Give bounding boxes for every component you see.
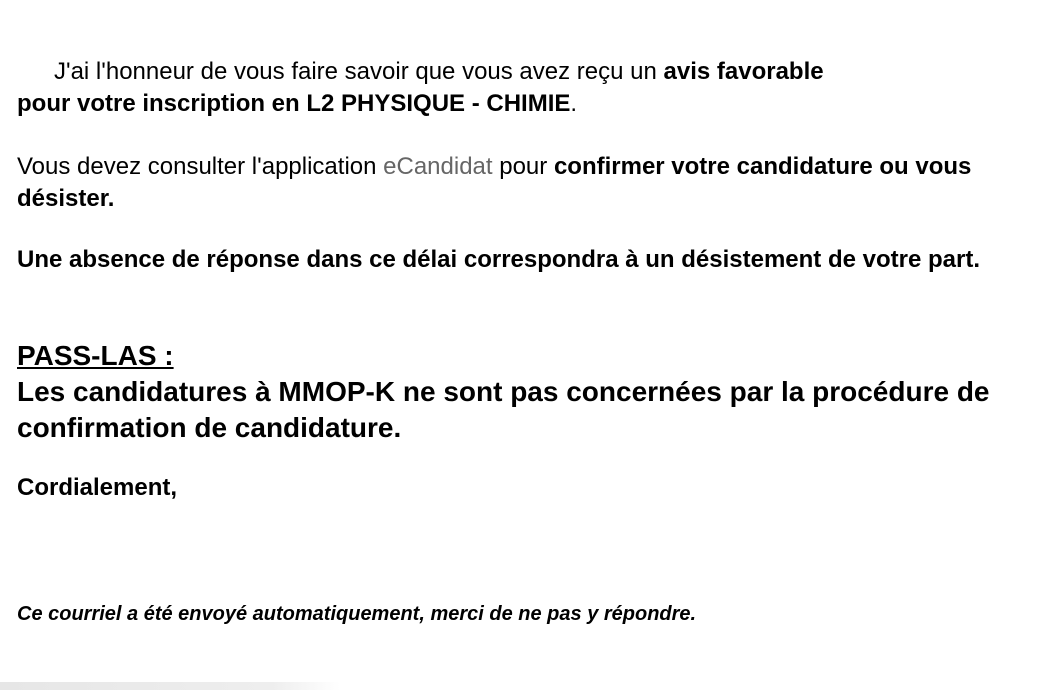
bottom-shadow [0,682,340,690]
warning-paragraph: Une absence de réponse dans ce délai correspondra à un désistement de votre part. [17,246,980,273]
closing: Cordialement, [17,474,178,501]
favorable-notice: avis favorable [663,58,824,85]
acceptance-paragraph [17,56,1027,120]
confirm-instruction: confirmer votre candidature ou vous désister. [17,153,972,212]
instruction-text-2: pour [492,153,554,180]
program-name: pour votre inscription en L2 PHYSIQUE - CHIMIE [17,90,571,117]
pass-las-text: Les candidatures à MMOP-K ne sont pas concernées par la procédure de confirmation de candidature. [17,376,990,443]
pass-las-notice [17,338,1027,446]
acceptance-end: . [570,90,578,117]
pass-las-heading: PASS-LAS : [17,340,174,371]
ecandidat-link[interactable]: eCandidat [383,153,493,180]
auto-footer: Ce courriel a été envoyé automatiquement, merci de ne pas y répondre. [17,603,697,625]
acceptance-text: J'ai l'honneur de vous faire savoir que vous avez reçu un [54,58,664,85]
instruction-paragraph [17,151,1027,215]
instruction-text: Vous devez consulter l'application [17,153,384,180]
